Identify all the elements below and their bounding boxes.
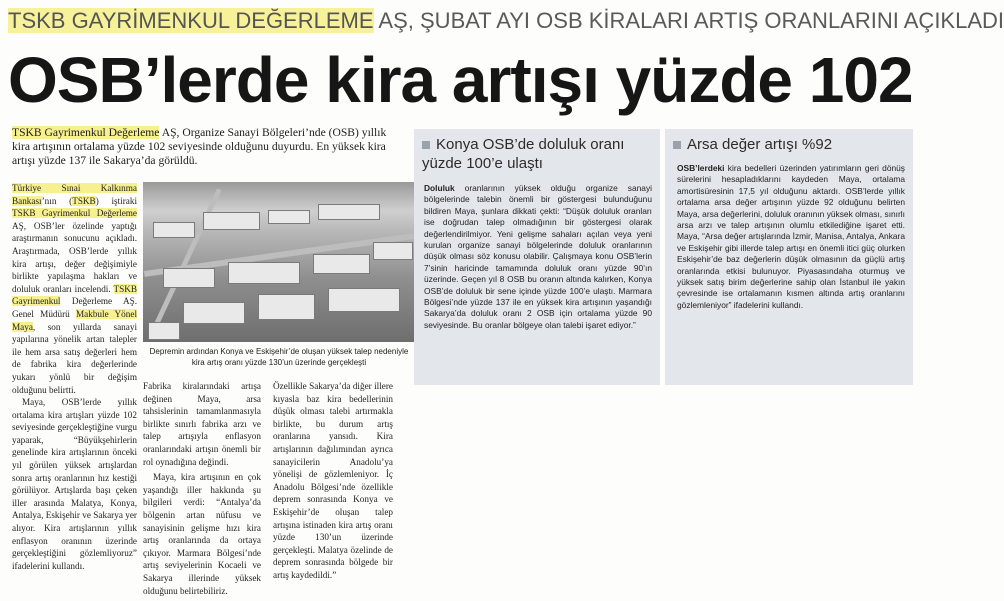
kicker — [8, 4, 1004, 38]
sidebar-box-arsa — [665, 129, 913, 385]
highlight-bank: Türkiye Sınai Kalkınma Bankası — [12, 183, 137, 206]
highlight-person: Makbule Yönel Maya — [12, 308, 137, 332]
text: ) iştiraki — [95, 195, 138, 206]
column-3 — [273, 380, 393, 594]
column-1-paragraph-2: Maya, OSB’lerde yıllık ortalama kira artışları yüzde 102 seviyesinde gerçekleştiğine vurgu yaparak, “Büyükşehirlerin genelinde kira artışlarının önceki yıl görülen yüksek artışlardan sonra artış oranlarının hız kestiği görülüyor. Artışlarda başı çeken iller arasında Malatya, Konya, Antalya, Eskişehir ve Sakarya yer alıyor. Kira artışlarının yıllık enflasyon oranının üzerinde gerçekleştiğini gözlemliyoruz” ifadelerini kullandı. — [12, 397, 137, 571]
column-1 — [12, 182, 137, 594]
column-2-paragraph-1: Fabrika kiralarındaki artışa değinen Maya, arsa tahsislerinin tamamlanmasıyla birlikte sınırlı fabrika arzı ve talep artışıyla enflasyon oranlarındaki artışın önemli bir rol oynadığına değindi. — [143, 381, 261, 467]
sidebar-box-arsa-title: Arsa değer artışı %92 — [673, 135, 907, 154]
photo-caption: Depremin ardından Konya ve Eskişehir’de oluşan yüksek talep nedeniyle kira artış oranı yüzde 130’un üzerinde gerçekleşti — [149, 347, 409, 367]
text: AŞ, OSB’ler özelinde yaptığı araştırmanın sonucunu açıkladı. Araştırmada, OSB’lerde yıllık kira artışı, değer değişimiyle birlikte yapılaşma hakları ve doluluk oranları incelendi. — [12, 220, 137, 294]
square-bullet-icon — [422, 141, 430, 149]
text: Değerleme AŞ. Genel Müdürü — [12, 296, 137, 319]
kicker-highlight: TSKB GAYRİMENKUL DEĞERLEME — [8, 8, 374, 33]
industrial-zone-photo — [143, 182, 415, 342]
highlight-tskb: TSKB — [72, 195, 96, 206]
lead-text: AŞ, Organize Sanayi Bölgeleri’nde (OSB) yıllık kira artışının ortalama yüzde 102 seviyesinde olduğunu duyurdu. En yüksek kira artışı yüzde 137 ile Sakarya’da görüldü. — [12, 126, 387, 167]
column-3-paragraph-1: Özellikle Sakarya’da diğer illere kıyasla baz kira bedellerinin düşük olması talebi artırmakla birlikte, bu durum artış oranlarına yansıdı. Kira artışlarının dağılımından ayrıca sanayicilerin Anadolu’ya yönelişi de gözlemleniyor. İç Anadolu Bölgesi’nde özellikle deprem sonrasında Konya ve Eskişehir’de oluşan talep artışına istinaden kira artış oranı yüzde 130’un üzerinde gerçekleşti. Malatya özelinde de deprem sonrasında bölgede bir artış kaydedildi.” — [273, 381, 393, 580]
headline: OSB’lerde kira artışı yüzde 102 — [8, 44, 913, 116]
square-bullet-icon — [673, 141, 681, 149]
lead-highlight: TSKB Gayrimenkul Değerleme — [12, 126, 160, 139]
text: ’nın ( — [41, 195, 73, 206]
sidebar-box-konya-title: Konya OSB’de doluluk oranı yüzde 100’e ulaştı — [422, 136, 625, 172]
sidebar-box-konya-text: Doluluk oranlarının yüksek olduğu organize sanayi bölgelerinde talebin önemli bir göstergesi bulunduğunu bildiren Maya, şunlara dikkati çekti: “Düşük doluluk oranları ise doğrudan talep olmadığının bir göstergesi olarak değerlendirilmiyor. Yeni gelişme sahaları açılan veya yeni kurulan organize sanayi bölgelerinde doluluk oranlarının düşük olması söz konusu olabilir. Çalışmaya konu OSB’lerin 7’sinin haricinde tamamında doluluk oranı yüzde 90’ın üzerinde. Geçen yıl 8 OSB bu oranın altında kalırken, Konya OSB’de doluluk bir sene içinde yüzde 100’e ulaştı. Marmara Bölgesi’nde yüzde 137 ile en yüksek kira artışının yaşandığı Sakarya’da doluluk oranı 2 OSB için ortalama yüzde 90 seviyesinde. Bu oranlar bölgeye olan talebi işaret ediyor.” — [424, 183, 652, 330]
column-2-paragraph-2: Maya, kira artışının en çok yaşandığı iller hakkında şu bilgileri verdi: “Antalya’da bölgenin artan nüfusu ve sanayisinin gelişme hızı kira artış oranlarında da ortaya çıkıyor. Marmara Bölgesi’nde artış seviyelerinin Kocaeli ve Sakarya illerinde yüksek olduğunu belirtebiliriz. — [143, 472, 261, 596]
highlight-company: TSKB Gayrimenkul Değerleme — [12, 208, 137, 219]
highlight-company-2: TSKB Gayrimenkul — [12, 283, 137, 307]
sidebar-box-arsa-text: OSB’lerdeki kira bedelleri üzerinden yatırımların geri dönüş sürelerini hesapladıklarını kaydeden Maya, ortalama amortisüresinin 17,5 yıl olduğunu aktardı. OSB’lerde yıllık ortalama arsa değer artışının yüzde 92 olduğunu belirten Maya, arsa değerlerini, doluluk oranının yüksek olması, sınırlı arsa arzı ve talep artışının olumlu etkilediğine işaret etti. Maya, “Arsa değer artışlarında İzmir, Manisa, Antalya, Ankara ve Eskişehir gibi illerde talep artışı en önemli itici güç olurken Eskişehir’de baz değerlerin düşük olmasının da güçlü artış oranlarında etkisi bulunuyor. Piyasasındaha oturmuş ve yüksek satış birim değerlerine sahip olan İstanbul ile yakın çevresinde ise ortalamanın kısmen altında artış oranlarını gözlemleniyor” ifadelerini kullandı. — [677, 163, 905, 310]
kicker-text: AŞ, ŞUBAT AYI OSB KİRALARI ARTIŞ ORANLARINI AÇIKLADI — [373, 8, 1004, 33]
lead-paragraph — [12, 126, 404, 168]
text: , son yıllarda sanayi yapılarına yönelik artan talepler ile hem arsa satış değerleri hem de fabrika kira değerlerinde yukarı yönlü bir değişim olduğunu belirtti. — [12, 321, 137, 395]
column-2 — [143, 380, 261, 594]
sidebar-box-konya — [414, 129, 660, 385]
